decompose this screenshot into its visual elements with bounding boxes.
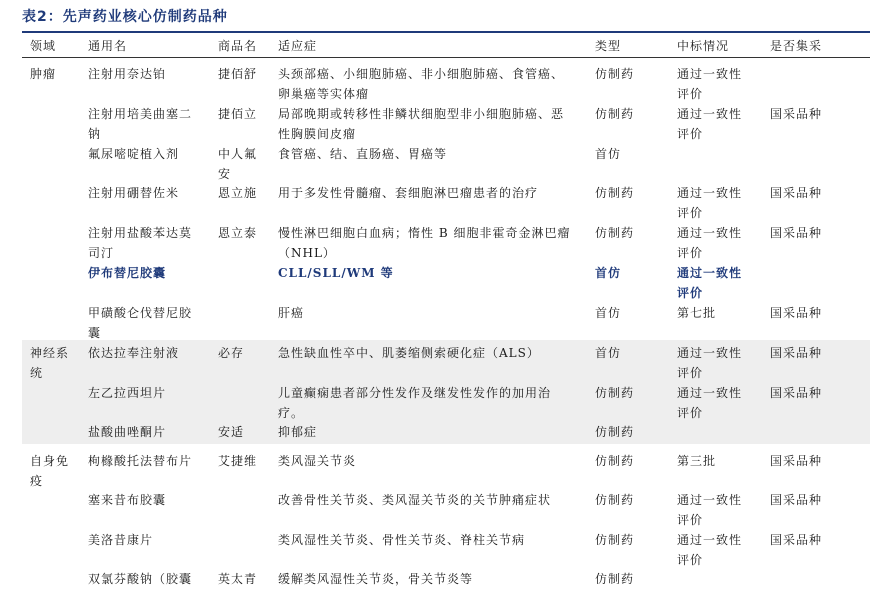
cell-bid: 通过一致性 <box>677 67 743 81</box>
cell-brand: 安适 <box>218 425 245 439</box>
header-brand: 商品名 <box>218 39 258 53</box>
header-type: 类型 <box>595 39 622 53</box>
cell-bid: 通过一致性 <box>677 107 743 121</box>
cell-bid: 评价 <box>677 366 704 380</box>
cell-type: 首仿 <box>595 266 622 280</box>
cell-bid: 通过一致性 <box>677 226 743 240</box>
cell-brand: 必存 <box>218 346 245 360</box>
cell-generic: 囊 <box>88 326 102 340</box>
cell-generic: 司汀 <box>88 246 115 260</box>
cell-indication: 用于多发性骨髓瘤、套细胞淋巴瘤患者的治疗 <box>278 186 539 200</box>
header-indication: 适应症 <box>278 39 318 53</box>
cell-generic: 塞来昔布胶囊 <box>88 493 167 507</box>
cell-bid: 通过一致性 <box>677 493 743 507</box>
cell-domain: 自身免 <box>30 454 70 468</box>
header-rule <box>22 57 870 58</box>
cell-indication: （NHL） <box>278 246 336 260</box>
cell-bid: 评价 <box>677 246 704 260</box>
cell-indication: 缓解类风湿性关节炎，骨关节炎等 <box>278 572 474 586</box>
cell-bid: 通过一致性 <box>677 186 743 200</box>
cell-vbp: 国采品种 <box>770 533 823 547</box>
cell-type: 首仿 <box>595 346 622 360</box>
cell-indication: 慢性淋巴细胞白血病；惰性 B 细胞非霍奇金淋巴瘤 <box>278 226 571 240</box>
cell-type: 仿制药 <box>595 533 635 547</box>
cell-type: 仿制药 <box>595 226 635 240</box>
cell-indication: 类风湿性关节炎、骨性关节炎、脊柱关节病 <box>278 533 526 547</box>
cell-brand: 安 <box>218 167 232 181</box>
cell-indication: 急性缺血性卒中、肌萎缩侧索硬化症（ALS） <box>278 346 540 360</box>
cell-bid: 评价 <box>677 286 704 300</box>
cell-type: 仿制药 <box>595 572 635 586</box>
cell-indication: 肝癌 <box>278 306 305 320</box>
cell-brand: 恩立泰 <box>218 226 258 240</box>
cell-generic: 美洛昔康片 <box>88 533 154 547</box>
cell-brand: 艾捷维 <box>218 454 258 468</box>
cell-bid: 第七批 <box>677 306 717 320</box>
header-bid: 中标情况 <box>677 39 730 53</box>
cell-type: 仿制药 <box>595 493 635 507</box>
header-domain: 领域 <box>30 39 57 53</box>
cell-indication: 疗。 <box>278 406 305 420</box>
cell-generic: 双氯芬酸钠（胶囊 <box>88 572 193 586</box>
cell-generic: 枸橼酸托法替布片 <box>88 454 193 468</box>
cell-type: 仿制药 <box>595 186 635 200</box>
cell-indication: 头颈部癌、小细胞肺癌、非小细胞肺癌、食管癌、 <box>278 67 565 81</box>
cell-brand: 中人氟 <box>218 147 258 161</box>
cell-vbp: 国采品种 <box>770 386 823 400</box>
cell-generic: 注射用盐酸苯达莫 <box>88 226 193 240</box>
cell-type: 仿制药 <box>595 386 635 400</box>
cell-bid: 评价 <box>677 553 704 567</box>
cell-bid: 评价 <box>677 513 704 527</box>
cell-generic: 钠 <box>88 127 102 141</box>
cell-vbp: 国采品种 <box>770 346 823 360</box>
cell-generic: 伊布替尼胶囊 <box>88 266 167 280</box>
cell-type: 首仿 <box>595 147 622 161</box>
cell-domain: 肿瘤 <box>30 67 57 81</box>
header-vbp: 是否集采 <box>770 39 823 53</box>
cell-bid: 通过一致性 <box>677 386 743 400</box>
cell-bid: 评价 <box>677 87 704 101</box>
cell-vbp: 国采品种 <box>770 454 823 468</box>
cell-type: 首仿 <box>595 306 622 320</box>
header-generic: 通用名 <box>88 39 128 53</box>
cell-indication: 局部晚期或转移性非鳞状细胞型非小细胞肺癌、恶 <box>278 107 565 121</box>
cell-bid: 第三批 <box>677 454 717 468</box>
cell-generic: 左乙拉西坦片 <box>88 386 167 400</box>
cell-bid: 通过一致性 <box>677 346 743 360</box>
cell-generic: 依达拉奉注射液 <box>88 346 180 360</box>
cell-indication: 食管癌、结、直肠癌、胃癌等 <box>278 147 448 161</box>
cell-type: 仿制药 <box>595 67 635 81</box>
cell-generic: 注射用奈达铂 <box>88 67 167 81</box>
cell-brand: 英太青 <box>218 572 258 586</box>
cell-generic: 盐酸曲唑酮片 <box>88 425 167 439</box>
cell-domain: 疫 <box>30 474 44 488</box>
cell-generic: 注射用培美曲塞二 <box>88 107 193 121</box>
cell-domain: 统 <box>30 366 44 380</box>
cell-indication: 类风湿关节炎 <box>278 454 357 468</box>
cell-indication: 抑郁症 <box>278 425 318 439</box>
cell-bid: 通过一致性 <box>677 266 743 280</box>
cell-bid: 评价 <box>677 127 704 141</box>
top-rule <box>22 31 870 33</box>
cell-brand: 捷佰立 <box>218 107 258 121</box>
cell-generic: 甲磺酸仑伐替尼胶 <box>88 306 193 320</box>
cell-type: 仿制药 <box>595 425 635 439</box>
cell-indication: 性胸膜间皮瘤 <box>278 127 357 141</box>
cell-bid: 评价 <box>677 406 704 420</box>
cell-domain: 神经系 <box>30 346 70 360</box>
cell-indication: CLL/SLL/WM 等 <box>278 266 394 280</box>
cell-vbp: 国采品种 <box>770 493 823 507</box>
cell-indication: 卵巢癌等实体瘤 <box>278 87 370 101</box>
cell-type: 仿制药 <box>595 107 635 121</box>
cell-bid: 评价 <box>677 206 704 220</box>
cell-brand: 恩立施 <box>218 186 258 200</box>
cell-vbp: 国采品种 <box>770 107 823 121</box>
cell-bid: 通过一致性 <box>677 533 743 547</box>
cell-indication: 儿童癫痫患者部分性发作及继发性发作的加用治 <box>278 386 552 400</box>
cell-vbp: 国采品种 <box>770 306 823 320</box>
cell-indication: 改善骨性关节炎、类风湿关节炎的关节肿痛症状 <box>278 493 552 507</box>
cell-brand: 捷佰舒 <box>218 67 258 81</box>
cell-vbp: 国采品种 <box>770 226 823 240</box>
table-title: 表2：先声药业核心仿制药品种 <box>22 9 228 25</box>
cell-type: 仿制药 <box>595 454 635 468</box>
cell-generic: 注射用硼替佐米 <box>88 186 180 200</box>
cell-vbp: 国采品种 <box>770 186 823 200</box>
cell-generic: 氟尿嘧啶植入剂 <box>88 147 180 161</box>
